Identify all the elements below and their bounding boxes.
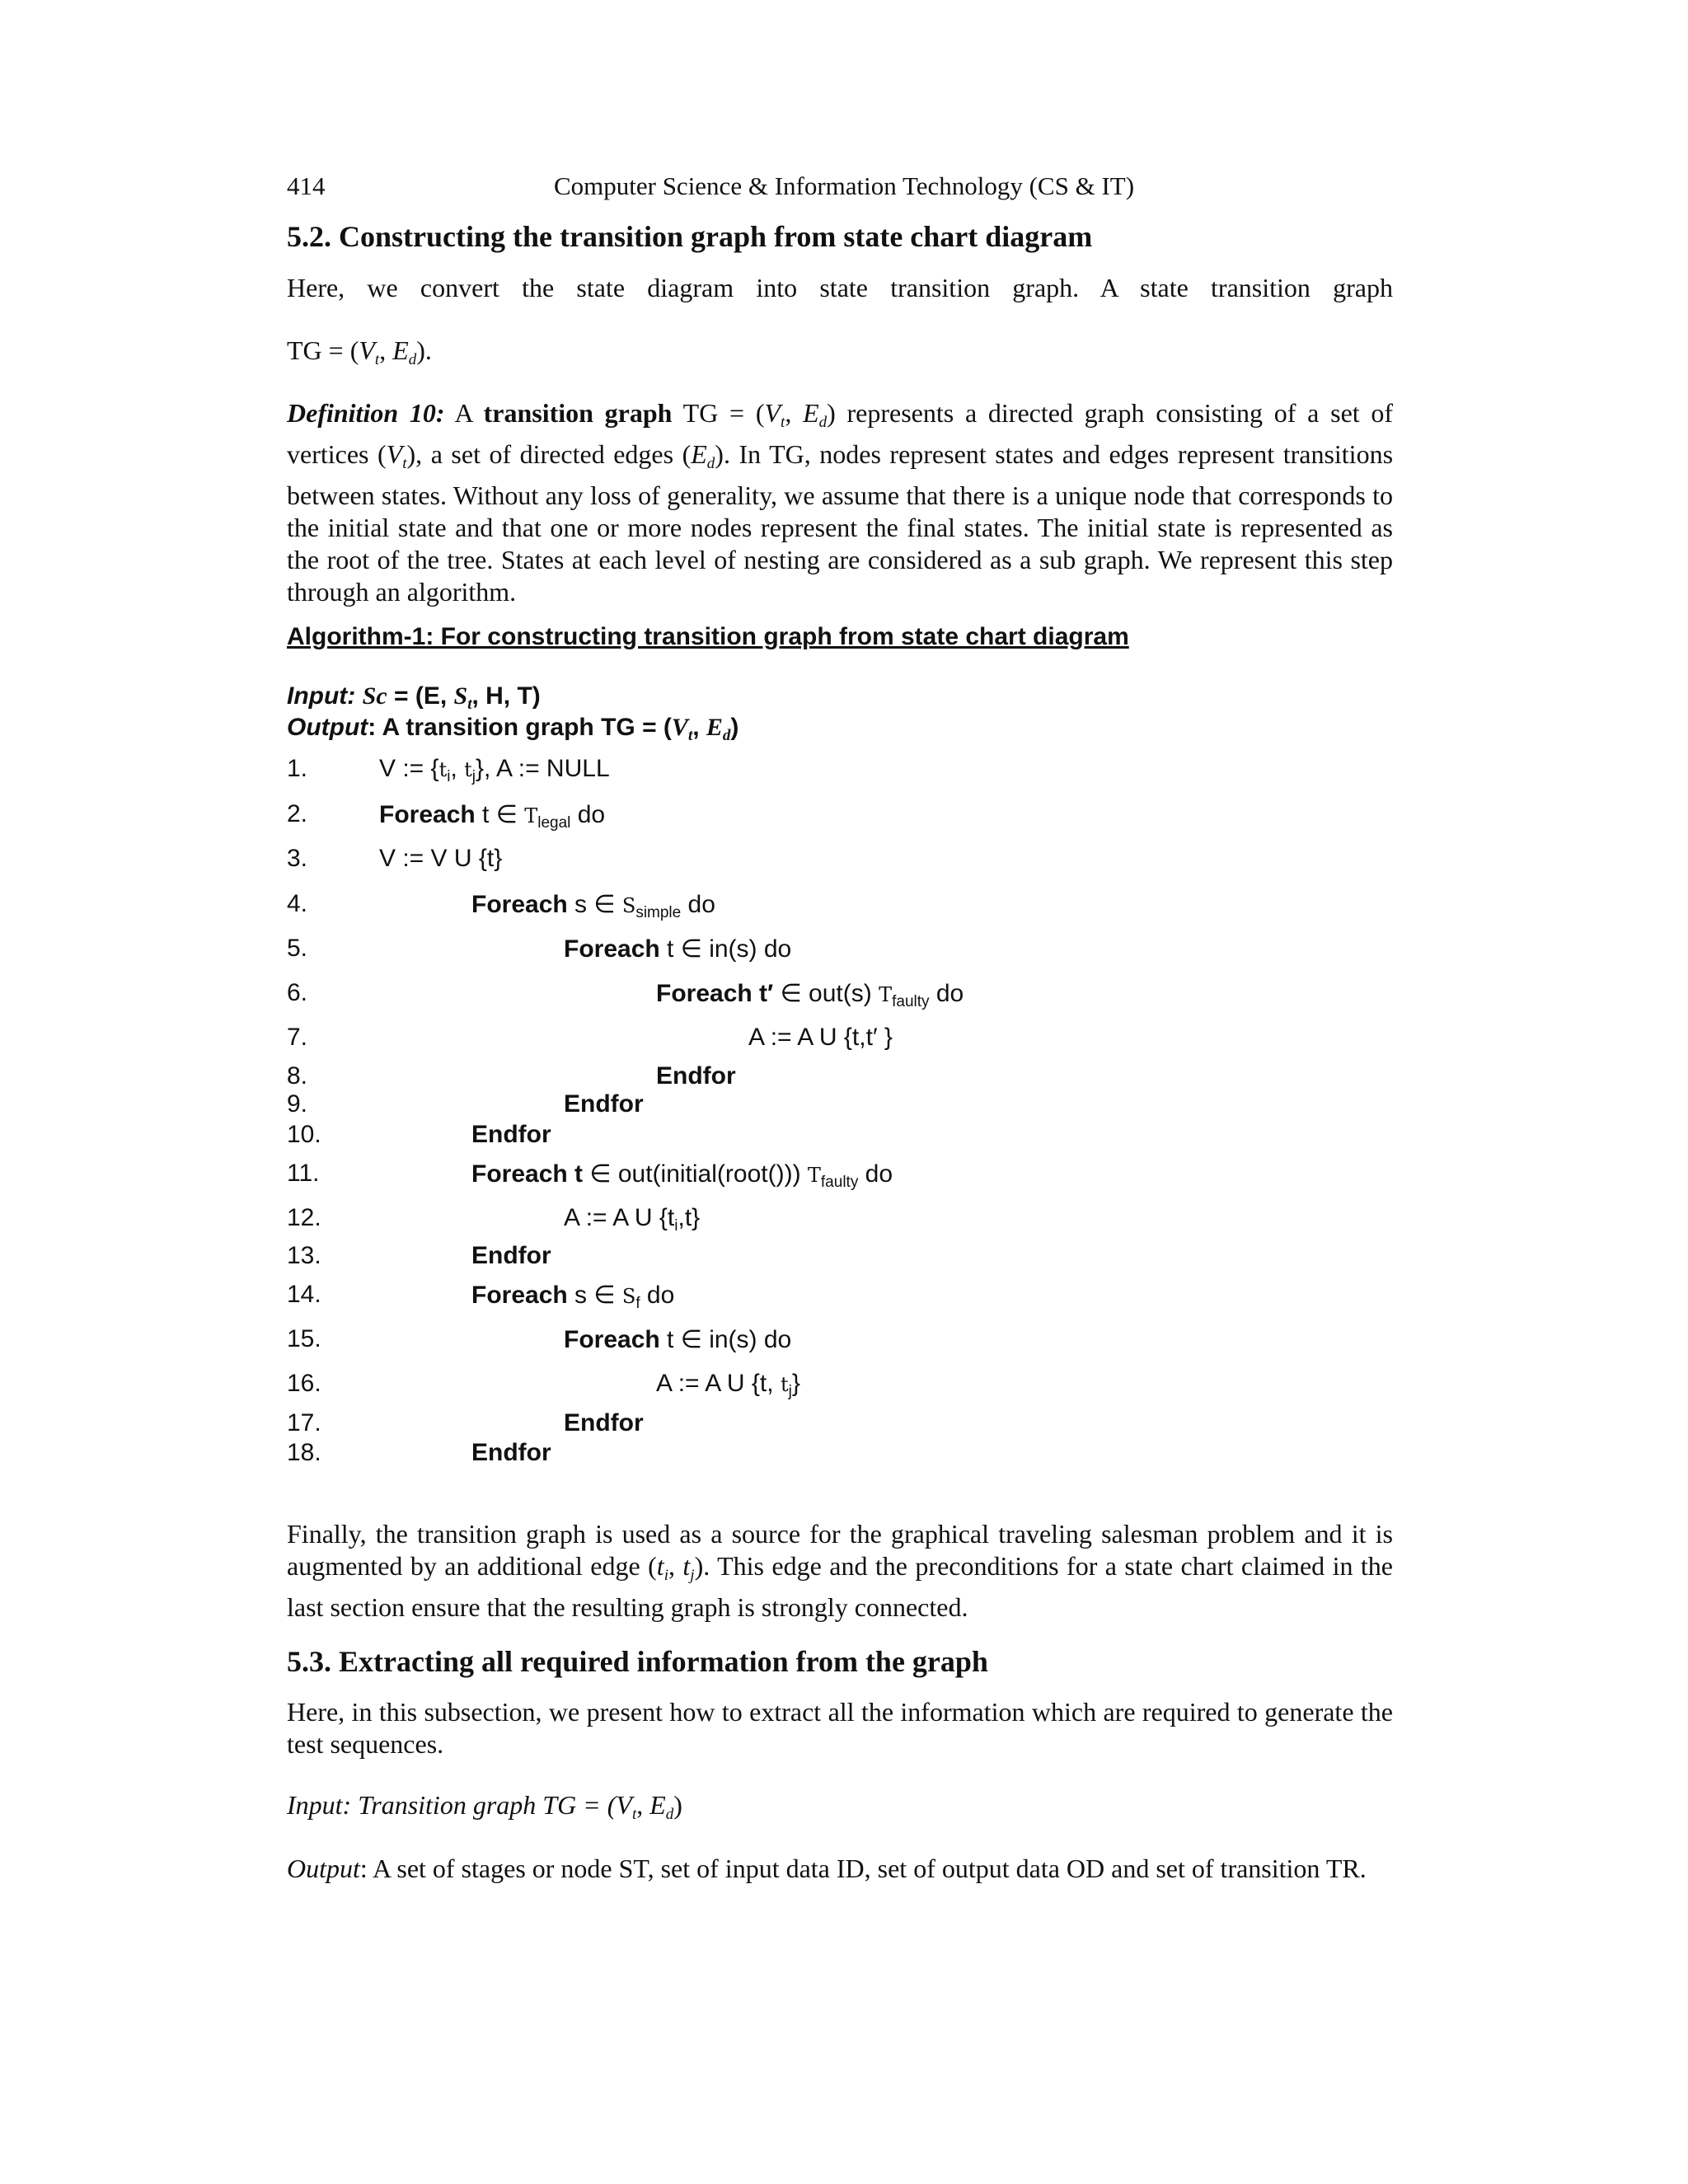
line-code bbox=[564, 1090, 644, 1118]
section-5-3-intro: Here, in this subsection, we present how to extract all the information which are required to generate the test sequences. bbox=[287, 1697, 1393, 1759]
algorithm-output: Output: A transition graph TG = ($V_t$, $E_d$) bbox=[287, 714, 739, 744]
line-number: 6. bbox=[287, 979, 308, 1006]
section-5-3-input: Input: Transition graph TG = ($V_t$, $E_d$) bbox=[287, 1790, 682, 1823]
keyword: Endfor bbox=[471, 1242, 551, 1269]
definition-10: Definition 10: A transition graph TG = ($V_t$, $E_d$) represents a directed graph consisting of a set of vertices $(V_t)$, a set of directed edges $(E_d)$. In TG, nodes represent states and edges represent transitions between states. Without any loss of generality, we assume that there is a unique node that corresponds to the initial state and that one or more nodes represent the final states. The initial state is represented as the root of the tree. States at each level of nesting are considered as a sub graph. We represent this step through an algorithm. bbox=[287, 398, 1394, 607]
algorithm-line bbox=[287, 935, 1358, 968]
line-code bbox=[471, 1242, 551, 1270]
line-number: 5. bbox=[287, 935, 308, 962]
line-number: 3. bbox=[287, 845, 308, 872]
algorithm-line bbox=[287, 1242, 1358, 1275]
line-code bbox=[471, 1439, 551, 1467]
line-number: 13. bbox=[287, 1242, 321, 1269]
line-code bbox=[471, 1121, 551, 1149]
line-code: Foreach t′ ∈ out(s) $T_{faulty}$ do bbox=[656, 980, 964, 1010]
line-code: A := A U $\{t_i,t\}$ bbox=[564, 1204, 701, 1235]
section-5-3-output: Output: A set of stages or node ST, set of input data ID, set of output data OD and set of transition TR. bbox=[287, 1854, 1367, 1883]
keyword: Foreach bbox=[471, 891, 568, 918]
finally-paragraph: Finally, the transition graph is used as a source for the graphical traveling salesman problem and it is augmented by an additional edge ($t_i$, $t_j$). This edge and the preconditions for a state chart claimed in the last section ensure that the resulting graph is strongly connected. bbox=[287, 1519, 1394, 1622]
keyword: Foreach bbox=[564, 935, 660, 963]
definition-label: Definition 10: bbox=[287, 398, 445, 428]
algorithm-line bbox=[287, 755, 1358, 788]
algorithm-input: Input: Sc = (E, $S_t$, H, T) bbox=[287, 682, 541, 713]
line-code: Foreach t ∈ in(s) do bbox=[564, 1326, 792, 1353]
line-code: Foreach t ∈ out(initial(root())) $T_{faulty}$ do bbox=[471, 1160, 893, 1191]
line-code: Foreach s ∈ $S_{simple}$ do bbox=[471, 891, 715, 921]
keyword: Endfor bbox=[564, 1409, 644, 1436]
algorithm-line bbox=[287, 1325, 1358, 1358]
keyword: Endfor bbox=[564, 1090, 644, 1118]
line-code: A := A U {t,t′ } bbox=[748, 1024, 893, 1051]
algorithm-line bbox=[287, 800, 1358, 833]
definition-term: transition graph bbox=[483, 398, 673, 428]
algorithm-line bbox=[287, 1439, 1358, 1472]
keyword: Foreach bbox=[379, 801, 476, 828]
line-code: V := V U {t} bbox=[379, 845, 503, 872]
keyword: Endfor bbox=[471, 1439, 551, 1466]
keyword: Endfor bbox=[656, 1062, 736, 1090]
line-code bbox=[564, 1409, 644, 1437]
line-number: 9. bbox=[287, 1090, 308, 1118]
line-number: 2. bbox=[287, 800, 308, 827]
algorithm-line bbox=[287, 1121, 1358, 1154]
algorithm-line bbox=[287, 979, 1358, 1012]
algorithm-line bbox=[287, 1370, 1358, 1403]
line-number: 11. bbox=[287, 1160, 320, 1187]
tg-formula: TG = ($V_t$, $E_d$). bbox=[287, 335, 432, 368]
line-code: Foreach t ∈ $T_{legal}$ do bbox=[379, 801, 606, 832]
section-heading-5-3: 5.3. Extracting all required information from the graph bbox=[287, 1645, 988, 1678]
line-number: 14. bbox=[287, 1281, 321, 1308]
line-number: 15. bbox=[287, 1325, 321, 1352]
line-number: 1. bbox=[287, 755, 308, 782]
keyword: Foreach bbox=[471, 1160, 568, 1188]
page-number: 414 bbox=[287, 171, 326, 200]
line-code: Foreach t ∈ in(s) do bbox=[564, 935, 792, 963]
line-number: 4. bbox=[287, 890, 308, 917]
running-header: Computer Science & Information Technology (CS & IT) bbox=[553, 171, 1135, 200]
algorithm-line bbox=[287, 1204, 1358, 1237]
section-heading-5-2: 5.2. Constructing the transition graph from state chart diagram bbox=[287, 220, 1093, 253]
line-number: 8. bbox=[287, 1062, 308, 1090]
line-number: 7. bbox=[287, 1024, 308, 1051]
algorithm-line bbox=[287, 1090, 1358, 1123]
line-code: V := {$t_i$, $t_j$}, A := NULL bbox=[379, 755, 610, 785]
section-5-2-intro: Here, we convert the state diagram into state transition graph. A state transition graph bbox=[287, 273, 1393, 302]
algorithm-line bbox=[287, 1281, 1358, 1314]
keyword: Foreach bbox=[471, 1282, 568, 1309]
algorithm-line bbox=[287, 845, 1358, 878]
line-code bbox=[656, 1062, 736, 1090]
algorithm-title: Algorithm-1: For constructing transition graph from state chart diagram bbox=[287, 623, 1129, 650]
keyword: Foreach bbox=[564, 1326, 660, 1353]
line-number: 16. bbox=[287, 1370, 321, 1397]
keyword: Foreach bbox=[656, 980, 753, 1007]
line-code: A := A U {t, $t_j$} bbox=[656, 1370, 800, 1400]
keyword: Endfor bbox=[471, 1121, 551, 1148]
algorithm-line bbox=[287, 1024, 1358, 1057]
algorithm-line bbox=[287, 1160, 1358, 1193]
algorithm-line bbox=[287, 890, 1358, 923]
line-number: 12. bbox=[287, 1204, 321, 1231]
algorithm-line bbox=[287, 1409, 1358, 1442]
line-code: Foreach s ∈ $S_f$ do bbox=[471, 1282, 675, 1312]
line-number: 17. bbox=[287, 1409, 321, 1436]
line-number: 18. bbox=[287, 1439, 321, 1466]
line-number: 10. bbox=[287, 1121, 321, 1148]
